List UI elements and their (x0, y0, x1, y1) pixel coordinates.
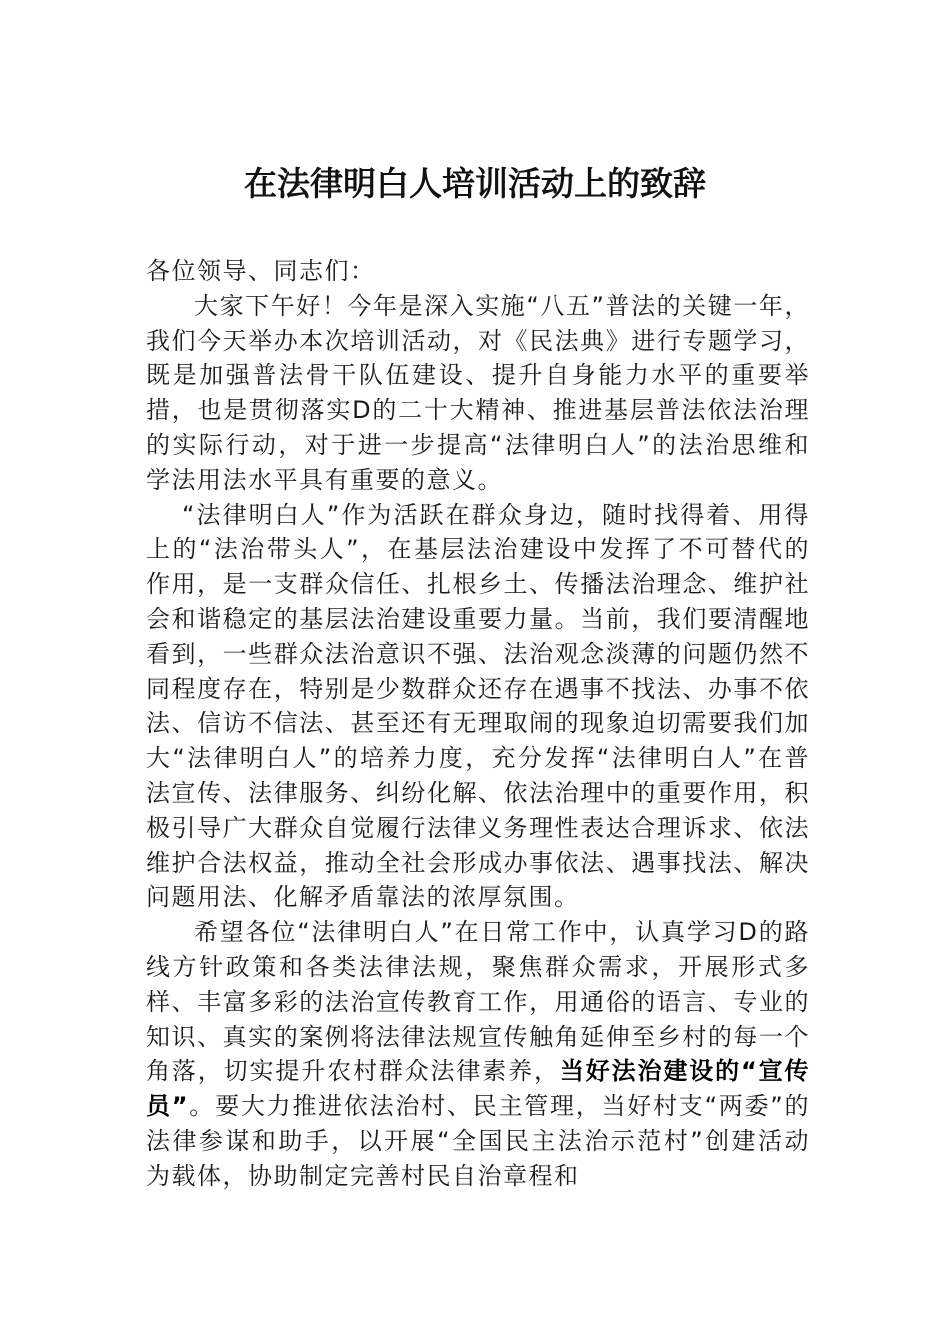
salutation: 各位领导、同志们： (146, 257, 376, 285)
paragraph-3-text-start: 希望各位“法律明白人”在日常工作中，认真学习D的路线方针政策和各类法律法规，聚焦群众需求，开展形式多样、丰富多彩的法治宣传教育工作，用通俗的语言、专业的知识、真实的案例将法律法规宣传触角延伸至乡村的每一个角落，切实提升农村群众法律素养， (146, 918, 810, 1086)
document-title: 在法律明白人培训活动上的致辞 (244, 164, 706, 203)
paragraph-2: “法律明白人”作为活跃在群众身边，随时找得着、用得上的“法治带头人”，在基层法治建设中发挥了不可替代的作用，是一支群众信任、扎根乡土、传播法治理念、维护社会和谐稳定的基层法治建设重要力量。当前，我们要清醒地看到，一些群众法治意识不强、法治观念淡薄的问题仍然不同程度存在，特别是少数群众还存在遇事不找法、办事不依法、信访不信法、甚至还有无理取闹的现象迫切需要我们加大“法律明白人”的培养力度，充分发挥“法律明白人”在普法宣传、法律服务、纠纷化解、依法治理中的重要作用，积极引导广大群众自觉履行法律义务理性表达合理诉求、依法维护合法权益，推动全社会形成办事依法、遇事找法、解决问题用法、化解矛盾靠法的浓厚氛围。 (146, 500, 810, 912)
paragraph-3-bold-phrase: 当好法治建设的“宣传员” (146, 1057, 810, 1121)
paragraph-3-text-end: 。要大力推进依法治村、民主管理，当好村支“两委”的法律参谋和助手，以开展“全国民主法治示范村”创建活动为载体，协助制定完善村民自治章程和 (146, 1092, 810, 1190)
paragraph-3 (146, 915, 810, 1193)
paragraph-1: 大家下午好！今年是深入实施“八五”普法的关键一年，我们今天举办本次培训活动，对《民法典》进行专题学习，既是加强普法骨干队伍建设、提升自身能力水平的重要举措，也是贯彻落实D的二十大精神、推进基层普法依法治理的实际行动，对于进一步提高“法律明白人”的法治思维和学法用法水平具有重要的意义。 (146, 291, 810, 494)
document-body (146, 254, 810, 1194)
